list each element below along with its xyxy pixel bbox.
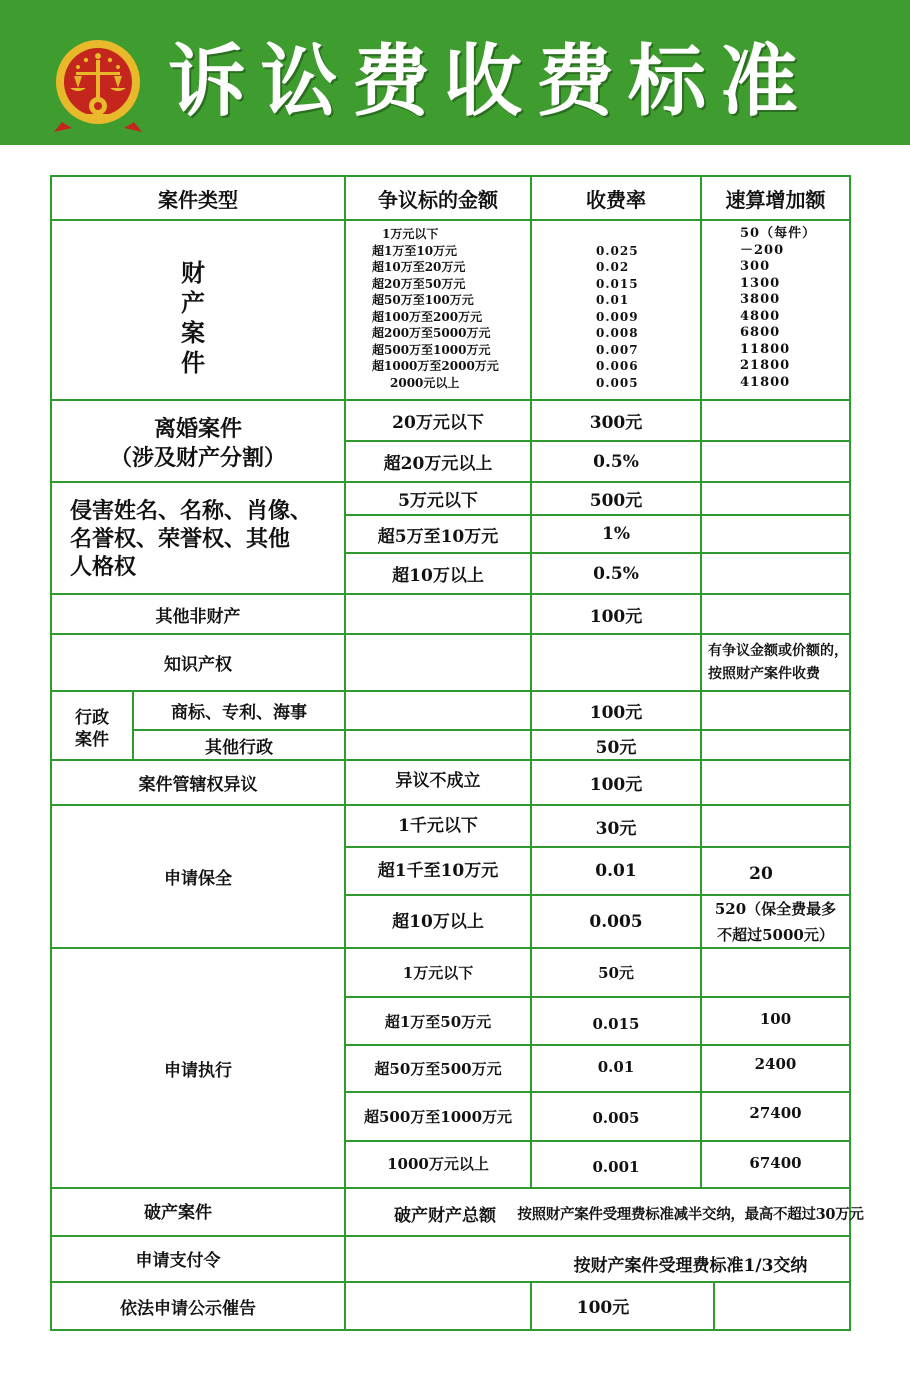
jurisdiction-amount: 异议不成立 bbox=[395, 770, 481, 791]
admin-rate: 100元 bbox=[589, 703, 643, 723]
property-rate: 0.008 bbox=[596, 326, 639, 340]
property-range: 超100万至200万元 bbox=[372, 309, 483, 324]
personality-label-line1: 侵害姓名、名称、肖像、 bbox=[70, 498, 313, 524]
column-header-quick-add: 速算增加额 bbox=[725, 187, 826, 212]
property-range: 2000元以上 bbox=[390, 375, 460, 390]
public-notice-rate: 100元 bbox=[576, 1297, 630, 1318]
property-rate: 0.02 bbox=[596, 260, 630, 274]
preservation-add: 20 bbox=[749, 864, 773, 884]
property-rate: 0.025 bbox=[596, 243, 639, 258]
personality-label-line2: 名誉权、荣誉权、其他 bbox=[70, 526, 291, 552]
property-rate: 0.005 bbox=[596, 375, 639, 390]
divorce-label-line1: 离婚案件 bbox=[153, 416, 242, 442]
property-rates bbox=[596, 226, 686, 391]
property-add: 6800 bbox=[740, 325, 781, 340]
property-add: 41800 bbox=[740, 374, 791, 390]
public-notice-label: 依法申请公示催告 bbox=[120, 1298, 256, 1319]
preservation-rate: 0.005 bbox=[589, 911, 643, 932]
ip-label: 知识产权 bbox=[164, 655, 232, 675]
admin-rate: 50元 bbox=[595, 737, 637, 758]
execution-add: 27400 bbox=[749, 1104, 802, 1122]
admin-group-line2: 案件 bbox=[75, 730, 109, 750]
property-range: 超500万至1000万元 bbox=[372, 342, 491, 357]
payment-order-note: 按财产案件受理费标准1/3交纳 bbox=[573, 1255, 808, 1276]
property-add: 3800 bbox=[740, 292, 781, 307]
personality-amount: 5万元以下 bbox=[398, 491, 478, 511]
property-range: 超1000万至2000万元 bbox=[372, 359, 499, 373]
property-range: 超10万至20万元 bbox=[372, 260, 466, 274]
preservation-rate: 30元 bbox=[595, 818, 637, 839]
property-add: －200 bbox=[740, 242, 785, 258]
execution-rate: 0.001 bbox=[592, 1157, 640, 1176]
column-header-rate: 收费率 bbox=[586, 187, 646, 212]
ip-note-line1: 有争议金额或价额的， bbox=[708, 643, 848, 659]
personality-amount: 超10万以上 bbox=[392, 566, 484, 586]
personality-rate: 1% bbox=[602, 524, 630, 544]
preservation-add-line1: 520（保全费最多 bbox=[714, 900, 837, 918]
property-rate: 0.009 bbox=[596, 309, 639, 324]
execution-rate: 0.005 bbox=[592, 1109, 640, 1127]
property-rate: 0.015 bbox=[596, 276, 639, 291]
divorce-amount: 20万元以下 bbox=[392, 413, 484, 433]
execution-label: 申请执行 bbox=[164, 1060, 232, 1081]
admin-type: 商标、专利、海事 bbox=[171, 703, 307, 723]
divorce-rate: 0.5% bbox=[593, 451, 639, 472]
payment-order-label: 申请支付令 bbox=[135, 1250, 221, 1271]
bankruptcy-note: 按照财产案件受理费标准减半交纳，最高不超过30万元 bbox=[517, 1205, 864, 1223]
personality-rate: 0.5% bbox=[593, 563, 639, 584]
personality-amount: 超5万至10万元 bbox=[377, 526, 499, 547]
divorce-label-line2: （涉及财产分割） bbox=[109, 445, 286, 471]
divorce-rate: 300元 bbox=[589, 413, 643, 433]
property-add: 50（每件） bbox=[740, 226, 817, 241]
property-range: 1万元以下 bbox=[382, 227, 439, 241]
admin-type: 其他行政 bbox=[205, 737, 273, 758]
bankruptcy-label: 破产案件 bbox=[144, 1202, 212, 1223]
property-add: 300 bbox=[740, 259, 771, 274]
execution-add: 100 bbox=[759, 1010, 792, 1028]
property-add: 4800 bbox=[740, 308, 781, 324]
property-add: 11800 bbox=[740, 341, 791, 357]
execution-rate: 0.01 bbox=[597, 1058, 635, 1076]
preservation-amount: 超10万以上 bbox=[392, 911, 484, 932]
ip-note-line2: 按照财产案件收费 bbox=[708, 666, 820, 682]
execution-amount: 1000万元以上 bbox=[387, 1155, 489, 1173]
preservation-label: 申请保全 bbox=[164, 869, 232, 889]
preservation-add-line2: 不超过5000元） bbox=[717, 926, 834, 944]
property-rate: 0.006 bbox=[596, 359, 639, 373]
preservation-amount: 1千元以下 bbox=[398, 815, 478, 836]
personality-label-line3: 人格权 bbox=[70, 554, 137, 580]
header-banner bbox=[0, 0, 910, 145]
admin-group-line1: 行政 bbox=[75, 708, 109, 728]
column-header-case-type: 案件类型 bbox=[158, 187, 238, 212]
property-range: 超200万至5000万元 bbox=[372, 326, 491, 340]
court-emblem-icon bbox=[52, 36, 144, 136]
property-range: 超20万至50万元 bbox=[372, 276, 466, 291]
execution-add: 2400 bbox=[754, 1055, 797, 1073]
property-ranges bbox=[372, 226, 527, 391]
page-title: 诉讼费收费标准 bbox=[168, 36, 813, 127]
jurisdiction-rate: 100元 bbox=[589, 775, 643, 795]
execution-rate: 0.015 bbox=[592, 1015, 640, 1033]
execution-rate: 50元 bbox=[598, 964, 634, 982]
execution-add: 67400 bbox=[749, 1154, 802, 1172]
column-header-amount: 争议标的金额 bbox=[378, 187, 498, 212]
property-add: 21800 bbox=[740, 358, 791, 373]
preservation-rate: 0.01 bbox=[595, 861, 637, 881]
execution-amount: 超50万至500万元 bbox=[374, 1060, 502, 1078]
execution-amount: 超500万至1000万元 bbox=[363, 1108, 513, 1126]
property-adds bbox=[740, 226, 845, 391]
property-case-label: 财产案件 bbox=[181, 258, 205, 377]
preservation-amount: 超1千至10万元 bbox=[377, 860, 499, 881]
property-rate: 0.007 bbox=[596, 342, 639, 357]
jurisdiction-label: 案件管辖权异议 bbox=[138, 775, 258, 795]
bankruptcy-amount: 破产财产总额 bbox=[394, 1205, 496, 1226]
other-nonproperty-label: 其他非财产 bbox=[155, 606, 241, 627]
divorce-amount: 超20万元以上 bbox=[383, 454, 493, 474]
execution-amount: 超1万至50万元 bbox=[384, 1012, 492, 1031]
property-add: 1300 bbox=[740, 275, 781, 291]
property-range: 超1万至10万元 bbox=[372, 243, 458, 258]
other-nonproperty-rate: 100元 bbox=[589, 606, 643, 627]
property-rate: 0.01 bbox=[596, 293, 630, 307]
personality-rate: 500元 bbox=[589, 491, 643, 511]
property-rate bbox=[596, 226, 686, 243]
execution-amount: 1万元以下 bbox=[402, 964, 474, 982]
property-range: 超50万至100万元 bbox=[372, 293, 474, 307]
